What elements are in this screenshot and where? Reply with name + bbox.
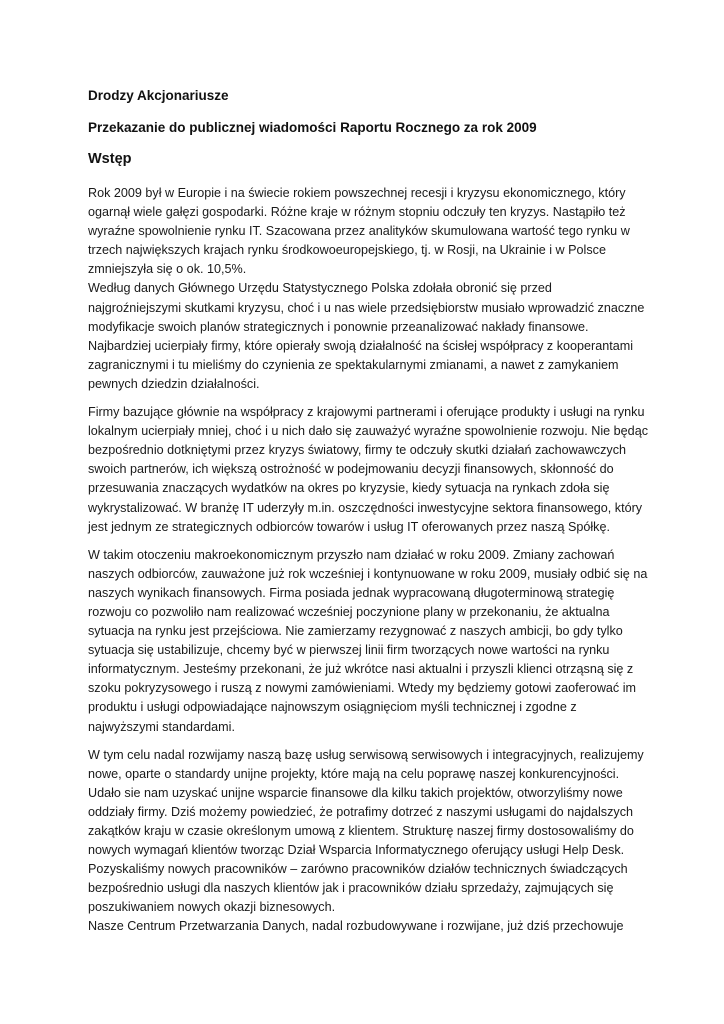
paragraph-domestic-firms: Firmy bazujące głównie na współpracy z krajowymi partnerami i oferujące produkty i usługi na rynku lokalnym ucierpiały mniej, choć i u nich dało się zauważyć wyraźne spowolnienie rozwoju. Nie będąc bezpośrednio dotkniętymi przez kryzys światowy, firmy te odczuły skutki działań zachowawczych swoich partnerów, ich większą ostrożność w podejmowaniu decyzji finansowych, skłonność do przesuwania znaczących wydatków na okres po kryzysie, kiedy sytuacja na rynkach zdoła się wykrystalizować. W branżę IT uderzyły m.in. oszczędności inwestycyjne sektora finansowego, który jest jednym ze strategicznych odbiorców towarów i usług IT oferowanych przez naszą Spółkę.: [88, 405, 648, 534]
paragraph-recession: Rok 2009 był w Europie i na świecie rokiem powszechnej recesji i kryzysu ekonomicznego, który ogarnął wiele gałęzi gospodarki. Różne kraje w różnym stopniu odczuły ten kryzys. Nastąpiło też wyraźne spowolnienie rynku IT. Szacowana przez analityków skumulowana wartość tego rynku w trzech największych krajach rynku środkowoeuropejskiego, tj. w Rosji, na Ukrainie i w Polsce zmniejszyła się o ok. 10,5%.: [88, 186, 630, 277]
document-page: [88, 86, 648, 937]
section-heading-intro: Wstęp: [88, 151, 132, 167]
subject-heading: Przekazanie do publicznej wiadomości Raportu Rocznego za rok 2009: [88, 120, 537, 135]
paragraph-development: W tym celu nadal rozwijamy naszą bazę usług serwisową serwisowych i integracyjnych, realizujemy nowe, oparte o standardy unijne projekty, które mają na celu poprawę naszej konkurencyjności. Udało sie nam uzyskać unijne wsparcie finansowe dla kilku takich projektów, otworzyliśmy nowe oddziały firmy. Dziś możemy powiedzieć, że potrafimy dotrzeć z naszymi usługami do najdalszych zakątków kraju w czasie określonym umową z klientem. Strukturę naszej firmy dostosowaliśmy do nowych wymagań klientów tworząc Dział Wsparcia Informatycznego oferujący usługi Help Desk. Pozyskaliśmy nowych pracowników – zarówno pracowników działów technicznych świadczących bezpośrednio usługi dla naszych klientów jak i pracowników działu sprzedaży, zajmujących się poszukiwaniem nowych okazji biznesowych.: [88, 747, 644, 915]
paragraph-macro-environment: W takim otoczeniu makroekonomicznym przyszło nam działać w roku 2009. Zmiany zachowań naszych odbiorców, zauważone już rok wcześniej i kontynuowane w roku 2009, musiały odbić się na naszych wynikach finansowych. Firma posiada jednak wypracowaną długoterminową strategię rozwoju co pozwoliło nam realizować wcześniej poczynione plany w przekonaniu, że aktualna sytuacja na rynku jest przejściowa. Nie zamierzamy rezygnować z naszych ambicji, bo gdy tylko sytuacja się ustabilizuje, chcemy być w pierwszej linii firm tworzących nowe wartości na rynku informatycznym. Jesteśmy przekonani, że już wkrótce nasi aktualni i przyszli klienci otrząsną się z szoku pokryzysowego i ruszą z nowymi zamówieniami. Wtedy my będziemy gotowi zaoferować im produktu i usługi odpowiadające najnowszym osiągnięciom myśli technicznej i zgodne z najwyższymi standardami.: [88, 547, 648, 734]
greeting-heading: Drodzy Akcjonariusze: [88, 88, 229, 103]
paragraph-data-center: Nasze Centrum Przetwarzania Danych, nadal rozbudowywane i rozwijane, już dziś przechowuje: [88, 919, 624, 934]
paragraph-gus-data: Według danych Głównego Urzędu Statystycznego Polska zdołała obronić się przed najgroźniejszymi skutkami kryzysu, choć i u nas wiele przedsiębiorstw musiało wprowadzić znaczne modyfikacje swoich planów strategicznych i ponownie przeanalizować nakłady finansowe. Najbardziej ucierpiały firmy, które opierały swoją działalność na ścisłej współpracy z kooperantami zagranicznymi i tu mieliśmy do czynienia ze spektakularnymi zmianami, a nawet z zamykaniem pewnych dziedzin działalności.: [88, 281, 645, 391]
